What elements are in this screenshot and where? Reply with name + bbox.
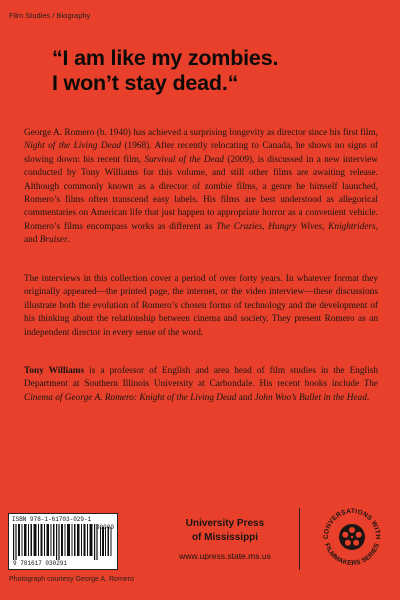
film-reel-icon — [339, 524, 365, 550]
book-title: John Woo’s Bullet in the Head — [254, 392, 367, 403]
author-bio: Tony Williams is a professor of English and area head of film studies in the English Department at Southern Illinois University at Carbondale. His recent books include The Cinema of George A. Romero: Knight of the Living Dead and John Woo’s Bullet in the Head. — [24, 366, 378, 403]
headline-line-1: “I am like my zombies. — [52, 46, 279, 70]
film-title: Night of the Living Dead — [24, 141, 121, 152]
category-label: Film Studies / Biography — [9, 11, 91, 20]
publisher-block — [150, 517, 300, 561]
film-title: Bruiser — [39, 235, 68, 246]
film-title: Knightriders — [328, 221, 376, 232]
author-name: Tony Williams — [24, 366, 85, 376]
description-paragraph-1: George A. Romero (b. 1940) has achieved a surprising longevity as director since his first film, Night of the Living Dead (1968). After recently relocating to Canada, he shows no signs of slowing down: his recent film, Survival of the Dead (2009), is discussed in a new interview conducted by Tony Williams for this volume, and still other films are awaiting release. Although commonly known as a director of zombie films, a genre he himself launched, Romero’s films often transcend easy labels. His films are best understood as allegorical commentaries on American life that just happen to appropriate horror as a convenient vehicle. Romero’s films encompass works as different as The Crazies, Hungry Wives, Knightriders, and Bruiser. — [24, 128, 378, 246]
description-paragraph-2: The interviews in this collection cover a period of over forty years. In whatever format they originally appeared—the printed page, the internet, or the video interview—these discussions illustrate both the evolution of Romero’s chosen forms of technology and the development of his thinking about the relationship between cinema and society. They present Romero as an independent director in every sense of the word. — [24, 274, 378, 338]
series-logo — [318, 503, 386, 571]
ean-digits: 9 781617 030291 — [13, 560, 68, 567]
book-title: The Cinema of George A. Romero: Knight of the Living Dead — [24, 379, 378, 403]
headline-quote — [52, 46, 372, 96]
series-top-label: CONVERSATIONS WITH — [322, 507, 382, 540]
publisher-name-line-1: University Press — [185, 518, 265, 529]
film-title: Survival of the Dead — [144, 154, 225, 165]
film-title: The Crazies — [216, 221, 263, 232]
series-bottom-label: FILMMAKERS SERIES — [322, 542, 382, 568]
publisher-url: www.upress.state.ms.us — [179, 551, 271, 561]
publisher-name-line-2: of Mississippi — [191, 532, 259, 543]
divider — [299, 508, 300, 570]
isbn-label: ISBN 978-1-61703-029-1 — [12, 516, 92, 523]
film-title: Hungry Wives — [268, 221, 323, 232]
photo-credit: Photograph courtesy George A. Romero — [9, 576, 134, 583]
barcode-box — [8, 513, 118, 570]
price-code: 90000 — [95, 524, 114, 531]
headline-line-2: I won’t stay dead.“ — [52, 71, 239, 95]
